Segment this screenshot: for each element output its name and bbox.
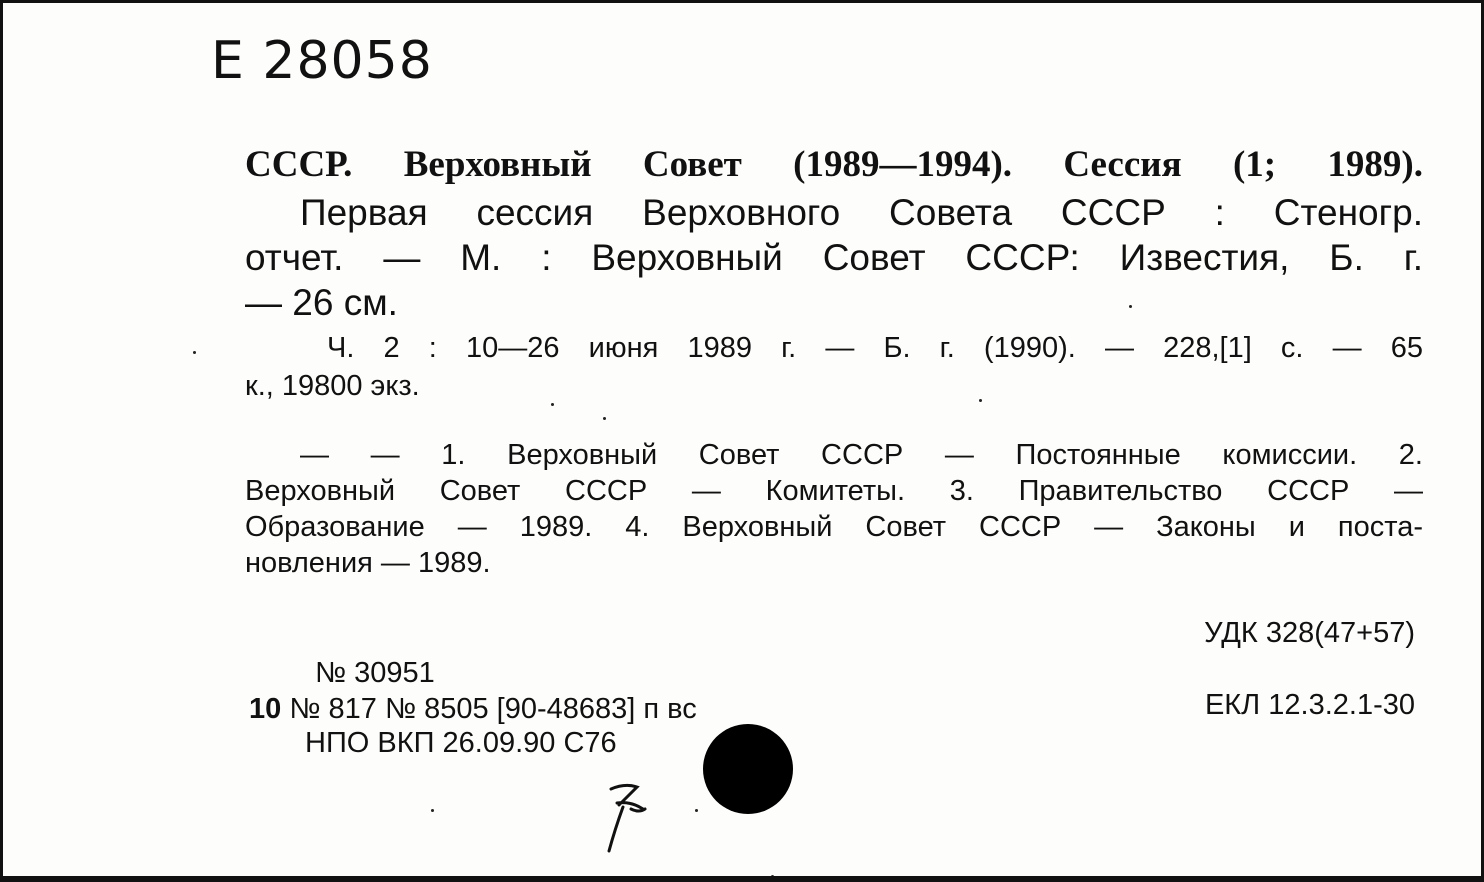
paper-speck	[431, 809, 434, 812]
udk-classification: УДК 328(47+57)	[1204, 617, 1415, 649]
paper-speck	[551, 403, 554, 406]
physical-description	[245, 329, 1423, 405]
print-info	[249, 691, 697, 727]
ekl-classification: ЕКЛ 12.3.2.1-30	[1204, 689, 1415, 721]
subject-line: Верховный Совет СССР — Комитеты. 3. Правительство СССР —	[245, 475, 1423, 507]
subject-headings	[245, 437, 1423, 581]
paper-speck	[979, 399, 982, 402]
paper-speck	[695, 809, 698, 812]
physical-line: к., 19800 экз.	[245, 370, 420, 402]
printer-info: НПО ВКП 26.09.90 С76	[305, 727, 617, 759]
physical-line: Ч. 2 : 10—26 июня 1989 г. — Б. г. (1990). — 228,[1] с. — 65	[327, 332, 1423, 364]
print-prefix: 10	[249, 693, 282, 725]
punch-hole-dot	[703, 724, 793, 814]
paper-speck	[1129, 305, 1132, 308]
paper-speck	[193, 351, 196, 354]
print-order: № 817 № 8505 [90-48683] п вс	[289, 693, 697, 725]
call-number: Е 28058	[211, 31, 433, 91]
title-line: Первая сессия Верховного Совета СССР : Стеногр.	[300, 192, 1423, 233]
heading: СССР. Верховный Совет (1989—1994). Сессия (1; 1989).	[245, 144, 1423, 185]
record-number: № 30951	[315, 657, 435, 689]
handwritten-mark-icon	[597, 779, 657, 855]
title-line: — 26 см.	[245, 282, 398, 323]
subject-line: — — 1. Верховный Совет СССР — Постоянные комиссии. 2.	[300, 439, 1423, 471]
paper-speck	[603, 417, 606, 420]
subject-line: Образование — 1989. 4. Верховный Совет СССР — Законы и поста-	[245, 511, 1423, 543]
paper-speck	[771, 875, 774, 878]
title-statement	[245, 190, 1423, 325]
subject-line: новления — 1989.	[245, 547, 491, 579]
title-line: отчет. — М. : Верховный Совет СССР: Известия, Б. г.	[245, 237, 1423, 278]
